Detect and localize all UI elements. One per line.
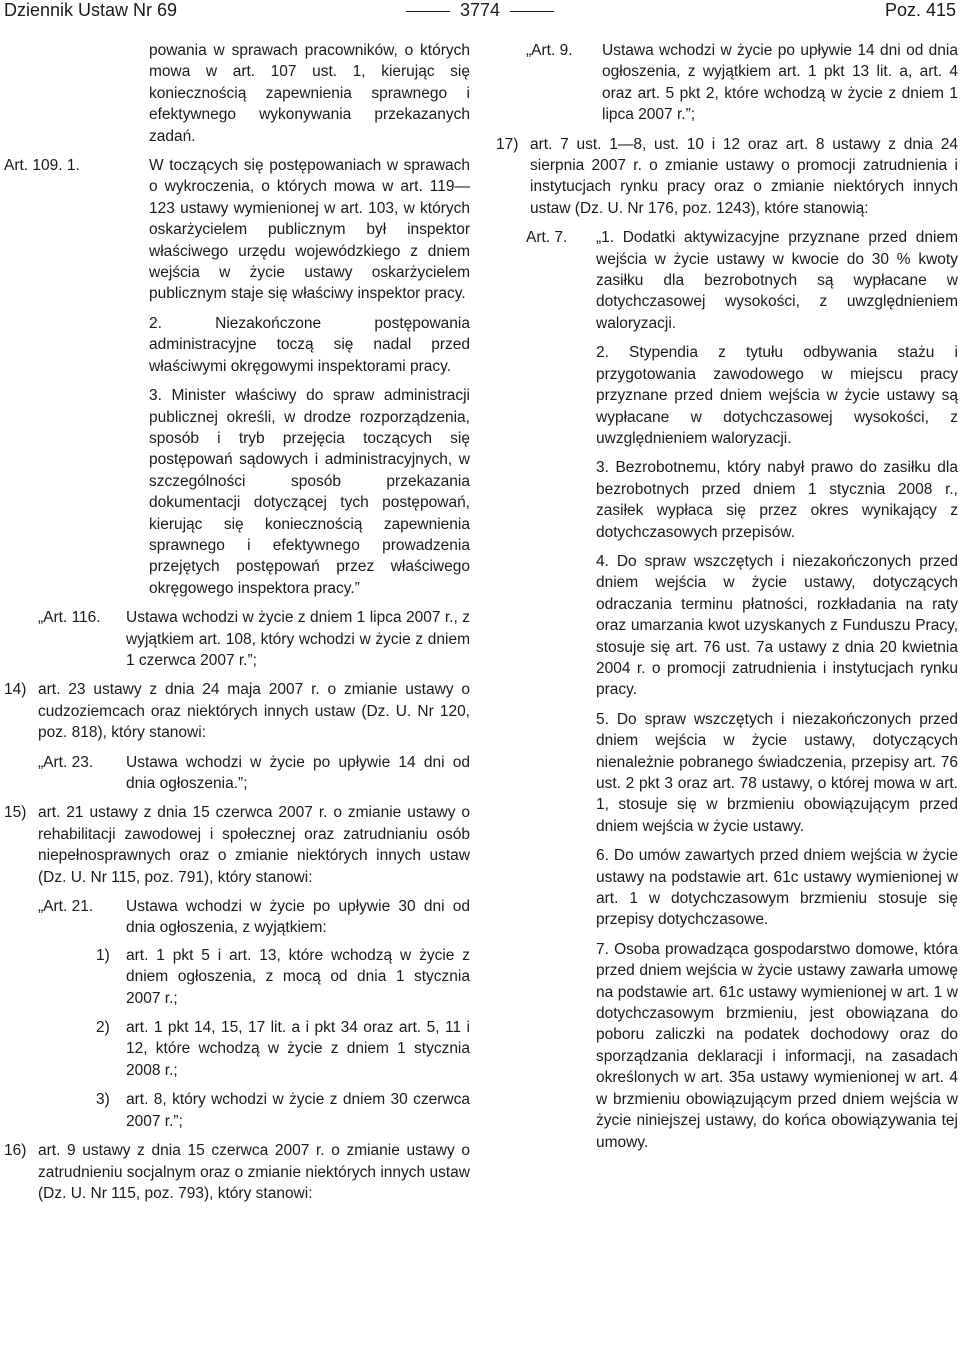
item-text: art. 21 ustawy z dnia 15 czerwca 2007 r. o zmianie ustawy o rehabilitacji zawodowej i społecznej oraz zatrudnianiu osób niepełnosprawnych oraz o zmianie niektórych innych ustaw (Dz. U. Nr 115, poz. 791), który stanowi: [38, 804, 470, 886]
article-number: Art. 7. [526, 229, 568, 247]
left-column [4, 40, 470, 1210]
item-text: art. 9 ustawy z dnia 15 czerwca 2007 r. o zmianie ustawy o zatrudnieniu socjalnym oraz o zmianie niektórych innych ustaw (Dz. U. Nr 115, poz. 793), który stanowi: [38, 1142, 470, 1202]
article-109-para-1: W toczących się postępowaniach w sprawach o wykroczenia, o których mowa w art. 119—123 ustawy wymienionej w art. 103, w których oskarżycielem publicznym był inspektor właściwego urzędu wojewódzkiego z dniem wejścia w życie ustawy oskarżycielem publicznym staje się właściwy inspektor pracy. [149, 157, 470, 303]
article-number: Art. 109. 1. [4, 157, 80, 175]
article-number: „Art. 23. [38, 753, 94, 771]
item-text: art. 7 ust. 1—8, ust. 10 i 12 oraz art. 8 ustawy z dnia 24 sierpnia 2007 r. o zmianie ustawy o promocji zatrudnienia i instytucjach rynku pracy oraz o zmianie niektórych innych ustaw (Dz. U. Nr 176, poz. 1243), które stanowią: [530, 135, 958, 217]
item-text: art. 1 pkt 5 i art. 13, które wchodzą w życie z dniem ogłoszenia, z mocą od dnia 1 stycznia 2007 r.; [126, 946, 470, 1007]
list-item-16 [4, 1140, 470, 1204]
sub-item-2 [4, 1017, 470, 1081]
item-text: art. 1 pkt 14, 15, 17 lit. a i pkt 34 oraz art. 5, 11 i 12, które wchodzą w życie z dniem 1 stycznia 2008 r.; [126, 1019, 470, 1079]
article-7-para-5: 5. Do spraw wszczętych i niezakończonych przed dniem wejścia w życie ustawy, dotyczących nienależnie pobranego świadczenia, przepisy art. 76 ust. 2 pkt 3 oraz art. 78 ustawy, o której mowa w art. 1, stosuje się w brzmieniu obowiązującym przed dniem wejścia w życie ustawy. [596, 710, 958, 835]
item-number: 1) [96, 946, 110, 964]
article-23 [4, 752, 470, 795]
right-column [496, 40, 958, 1159]
article-7-para-7: 7. Osoba prowadząca gospodarstwo domowe, która przed dniem wejścia w życie ustawy zawarła umowę na podstawie art. 61c ustawy wymienionej w art. 1 w dotychczasowym brzmieniu, jest obowiązana do poboru zaliczki na podatek dochodowy oraz do sporządzania deklaracji i informacji, na zasadach określonych w art. 35a ustawy wymienionej w art. 4 w brzmieniu obowiązującym przed dniem wejścia w życie niniejszej ustawy, do końca obowiązywania tej umowy. [596, 940, 958, 1151]
paragraph: powania w sprawach pracowników, o których mowa w art. 107 ust. 1, kierując się koniecznością zapewnienia sprawnego i efektywnego wykonywania przekazanych zadań. [149, 42, 470, 145]
item-number: 14) [4, 681, 27, 699]
dash-right [510, 11, 554, 12]
page-number: 3774 [459, 0, 501, 20]
list-item-17 [496, 134, 958, 220]
article-7-para-3: 3. Bezrobotnemu, który nabył prawo do zasiłku dla bezrobotnych przed dniem 1 stycznia 2008 r., zasiłek wypłaca się przez okres wynikający z dotychczasowych przepisów. [596, 459, 958, 541]
list-item-15 [4, 802, 470, 888]
article-116-text: Ustawa wchodzi w życie z dniem 1 lipca 2007 r., z wyjątkiem art. 108, który wchodzi w życie z dniem 1 czerwca 2007 r.”; [126, 609, 470, 669]
item-number: 2) [96, 1019, 110, 1037]
article-9-text: Ustawa wchodzi w życie po upływie 14 dni od dnia ogłoszenia, z wyjątkiem art. 1 pkt 13 lit. a, art. 4 oraz art. 5 pkt 2, które wchodzą w życie z dniem 1 lipca 2007 r.”; [602, 42, 958, 124]
item-number: 16) [4, 1142, 27, 1160]
article-21-text: Ustawa wchodzi w życie po upływie 30 dni od dnia ogłoszenia, z wyjątkiem: [126, 898, 470, 937]
article-9 [496, 40, 958, 126]
item-number: 15) [4, 804, 27, 822]
article-21 [4, 896, 470, 939]
article-number: „Art. 21. [38, 898, 94, 916]
article-23-text: Ustawa wchodzi w życie po upływie 14 dni od dnia ogłoszenia.”; [126, 753, 470, 792]
article-7-para-1: „1. Dodatki aktywizacyjne przyznane przed dniem wejścia w życie ustawy w kwocie do 30 % kwoty zasiłku dla bezrobotnych są wypłacane w dotychczasowej wysokości, z uwzględnieniem waloryzacji. [596, 229, 958, 332]
item-number: 17) [496, 135, 519, 153]
article-7-para-4: 4. Do spraw wszczętych i niezakończonych przed dniem wejścia w życie ustawy, dotyczących odraczania terminu płatności, rozkładania na raty oraz umarzania kwot uzyskanych z Funduszu Pracy, stosuje się art. 76 ust. 7a ustawy z dnia 20 kwietnia 2004 r. o promocji zatrudnienia i instytucjach rynku pracy. [596, 552, 958, 699]
article-109-para-3: 3. Minister właściwy do spraw administracji publicznej określi, w drodze rozporządzenia, sposób i tryb przejęcia toczących się postępowań sądowych i administracyjnych, w szczególności sposób przekazania dokumentacji dotyczącej tych postępowań, kierując się koniecznością zapewnienia sprawnego i efektywnego prowadzenia przejętych postępowań przez właściwego okręgowego inspektora pracy.” [149, 387, 470, 597]
page-header [4, 0, 956, 30]
journal-title: Dziennik Ustaw Nr 69 [4, 0, 178, 20]
article-number: „Art. 9. [526, 42, 573, 59]
position-number: Poz. 415 [884, 0, 956, 20]
sub-item-3 [4, 1089, 470, 1132]
article-116 [4, 607, 470, 671]
page-number-wrap [4, 0, 956, 20]
article-109 [4, 155, 470, 305]
dash-left [406, 11, 450, 12]
sub-item-1 [4, 945, 470, 1009]
item-text: art. 23 ustawy z dnia 24 maja 2007 r. o zmianie ustawy o cudzoziemcach oraz niektórych innych ustaw (Dz. U. Nr 120, poz. 818), który stanowi: [38, 681, 470, 742]
article-7-para-6: 6. Do umów zawartych przed dniem wejścia w życie ustawy na podstawie art. 61c ustawy wymienionej w art. 1 w dotychczasowym brzmieniu stosuje się przepisy dotychczasowe. [596, 847, 958, 929]
article-109-para-2: 2. Niezakończone postępowania administracyjne toczą się nadal przed właściwymi okręgowymi inspektorami pracy. [149, 314, 470, 375]
article-7 [496, 227, 958, 334]
item-text: art. 8, który wchodzi w życie z dniem 30 czerwca 2007 r.”; [126, 1091, 470, 1130]
item-number: 3) [96, 1091, 110, 1109]
article-7-para-2: 2. Stypendia z tytułu odbywania stażu i przygotowania zawodowego w miejscu pracy przyznane przed dniem wejścia w życie ustawy są wypłacane w dotychczasowej wysokości, z uwzględnieniem waloryzacji. [596, 344, 958, 447]
list-item-14 [4, 679, 470, 743]
article-number: „Art. 116. [38, 609, 101, 627]
